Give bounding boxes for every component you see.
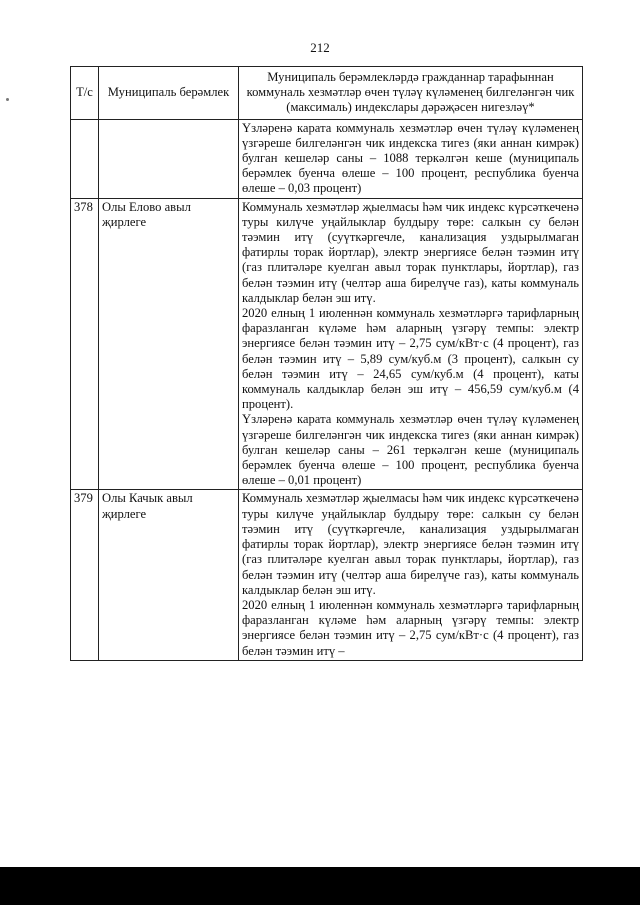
table-header-row [71, 67, 583, 120]
paragraph: 2020 елның 1 июленнән коммуналь хезмәтләргә тарифларның фаразланган күләме һәм аларның үзгәрү темпы: электр энергиясе белән тәэмин итү – 2,75 сум/кВт·с (4 процент), газ белән тәэмин итү – [242, 597, 579, 658]
header-number: Т/с [71, 67, 99, 120]
table-row [71, 119, 583, 198]
header-municipality: Муниципаль берәмлек [99, 67, 239, 120]
paragraph: Үзләренә карата коммуналь хезмәтләр өчен түләү күләменең үзгәреше билгеләнгән чик индекска тигез (яки аннан кимрәк) булган кешеләр саны – 261 теркәлгән кеше (муниципаль берәмлек буенча өлеше – 100 процент, республика буенча өлеше – 0,01 процент) [242, 412, 579, 488]
paragraph: 2020 елның 1 июленнән коммуналь хезмәтләргә тарифларның фаразланган күләме һәм аларның үзгәрү темпы: электр энергиясе белән тәэмин итү – 2,75 сум/кВт·с (4 процент), газ белән тәэмин итү – 5,89 сум/куб.м (3 процент), салкын су белән тәэмин итү – 24,65 сум/куб.м (4 процент), каты коммуналь калдыклар белән эш итү – 456,59 сум/куб.м (4 процент). [242, 306, 579, 412]
row-description [239, 198, 583, 490]
tariff-table [70, 66, 583, 661]
header-description: Муниципаль берәмлекләрдә гражданнар тарафыннан коммуналь хезмәтләр өчен түләү күләменең билгеләнгән чик (максималь) индекслары дәрәҗәсен нигезләү* [239, 67, 583, 120]
row-number: 378 [71, 198, 99, 490]
paragraph: Үзләренә карата коммуналь хезмәтләр өчен түләү күләменең үзгәреше билгеләнгән чик индекска тигез (яки аннан кимрәк) булган кешеләр саны – 1088 теркәлгән кеше (муниципаль берәмлек буенча өлеше – 100 процент, республика буенча өлеше – 0,03 процент) [242, 120, 579, 196]
table-row [71, 490, 583, 660]
page-number: 212 [310, 40, 330, 55]
row-description [239, 490, 583, 660]
row-municipality [99, 119, 239, 198]
table-row [71, 198, 583, 490]
paragraph: Коммуналь хезмәтләр җыелмасы һәм чик индекс күрсәткеченә туры килүче уңайлыклар булдыру төре: салкын су белән тәэмин итү (суүткәргечле, канализация уздырылмаган фатирлы торак йортлар), электр энергиясе белән тәэмин итү (газ плитәләре куелган авыл торак пунктлары, йортлар), газ белән тәэмин итү (челтәр аша бирелүче газ), каты коммуналь калдыклар белән эш итү. [242, 199, 579, 305]
scan-dot [6, 98, 9, 101]
row-municipality: Олы Елово авыл җирлеге [99, 198, 239, 490]
scan-border [0, 867, 640, 905]
row-number [71, 119, 99, 198]
row-number: 379 [71, 490, 99, 660]
row-description [239, 119, 583, 198]
paragraph: Коммуналь хезмәтләр җыелмасы һәм чик индекс күрсәткеченә туры килүче уңайлыклар булдыру төре: салкын су белән тәэмин итү (суүткәргечле, канализация уздырылмаган фатирлы торак йортлар), электр энергиясе белән тәэмин итү (газ плитәләре куелган авыл торак пунктлары, йортлар), газ белән тәэмин итү (челтәр аша бирелүче газ), каты коммуналь калдыклар белән эш итү. [242, 491, 579, 597]
row-municipality: Олы Качык авыл җирлеге [99, 490, 239, 660]
